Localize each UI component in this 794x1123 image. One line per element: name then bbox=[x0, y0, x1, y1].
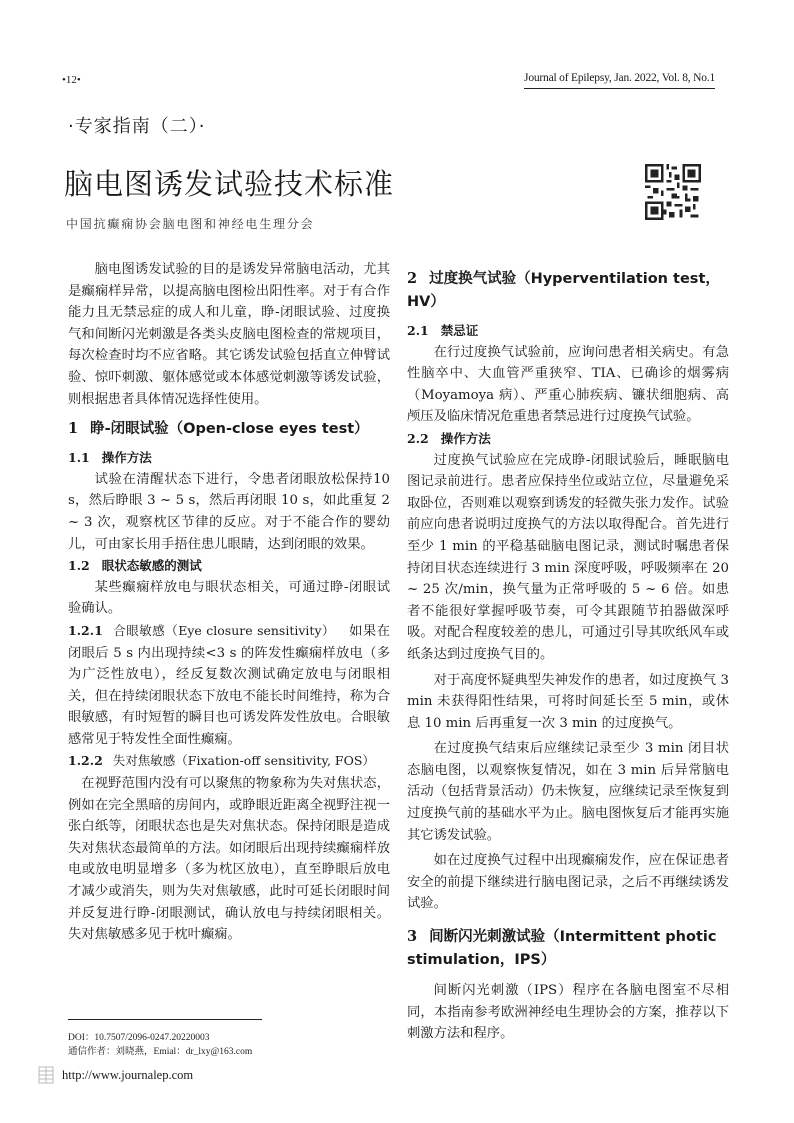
subsection-number: 1.2.1 bbox=[68, 622, 103, 638]
section-1-heading bbox=[68, 417, 390, 441]
paragraph: 在过度换气结束后应继续记录至少 3 min 闭目状态脑电图，以观察恢复情况，如在 3 min 后异常脑电活动（包括背景活动）仍未恢复，应继续记录至恢复到过度换气前的基础水平为止。脑电图恢复后才能再实施其它诱发试验。 bbox=[407, 741, 729, 843]
section-title: 睁-闭眼试验（Open-close eyes test） bbox=[90, 421, 369, 438]
journal-header: Journal of Epilepsy, Jan. 2022, Vol. 8, No.1 bbox=[524, 72, 715, 89]
paragraph: 如果在闭眼后 5 s 内出现持续<3 s 的阵发性癫痫样放电（多为广泛性放电），经反复数次测试确定放电与闭眼相关，但在持续闭眼状态下放电不能长时间维持，称为合眼敏感，有时短暂的瞬目也可诱发阵发性放电。合眼敏感常见于特发性全面性癫痫。 bbox=[68, 623, 391, 747]
subsection-title: 操作方法 bbox=[101, 450, 152, 466]
corresponding-author: 通信作者：刘晓燕，Emial：dr_lxy@163.com bbox=[68, 1047, 253, 1057]
journal-url-link[interactable]: http://www.journalep.com bbox=[62, 1068, 194, 1082]
paragraph: 在视野范围内没有可以聚焦的物象称为失对焦状态，例如在完全黑暗的房间内，或睁眼近距离全视野注视一张白纸等，闭眼状态也是失对焦状态。保持闭眼是造成失对焦状态最简单的方法。如闭眼后出现持续癫痫样放电或放电明显增多（多为枕区放电），直至睁眼后放电才减少或消失，则为失对焦敏感，此时可延长闭眼时间并反复进行睁-闭眼测试，确认放电与持续闭眼相关。失对焦敏感多见于枕叶癫痫。 bbox=[68, 776, 390, 943]
paragraph: 试验在清醒状态下进行，令患者闭眼放松保持10 s，然后睁眼 3 ~ 5 s，然后再闭眼 10 s，如此重复 2 ~ 3 次，观察枕区节律的反应。对于不能合作的婴幼儿，可由家长用手捂住患儿眼睛，达到闭眼的效果。 bbox=[68, 471, 390, 552]
paragraph: 对于高度怀疑典型失神发作的患者，如过度换气 3 min 未获得阳性结果，可将时间延长至 5 min，或休息 10 min 后再重复一次 3 min 的过度换气。 bbox=[407, 672, 729, 731]
journal-logo-icon bbox=[38, 1066, 54, 1084]
section-number: 1 bbox=[68, 420, 79, 438]
subsection-2-1-heading bbox=[407, 320, 729, 342]
section-title: 过度换气试验（Hyperventilation test，HV） bbox=[407, 271, 720, 310]
subsection-number: 1.2.2 bbox=[68, 753, 103, 769]
section-title: 间断闪光刺激试验（Intermittent photic stimulation，IPS） bbox=[407, 929, 717, 969]
subsection-number: 1.1 bbox=[68, 450, 90, 466]
paragraph: 如在过度换气过程中出现癫痫发作，应在保证患者安全的前提下继续进行脑电图记录，之后不再继续诱发试验。 bbox=[407, 853, 729, 912]
paragraph: 某些癫痫样放电与眼状态相关，可通过睁-闭眼试验确认。 bbox=[68, 579, 390, 617]
doi: DOI：10.7507/2096-0247.20220003 bbox=[68, 1033, 210, 1043]
section-number: 2 bbox=[407, 270, 418, 287]
subsection-number: 2.1 bbox=[407, 323, 429, 338]
footnote-divider bbox=[68, 1019, 262, 1020]
paragraph: 在行过度换气试验前，应询问患者相关病史。有急性脑卒中、大血管严重狭窄、TIA、已确诊的烟雾病（Moyamoya 病）、严重心肺疾病、镰状细胞病、高颅压及临床情况危重患者禁忌进行过度换气试验。 bbox=[407, 344, 729, 425]
authors: 中国抗癫痫协会脑电图和神经电生理分会 bbox=[66, 217, 315, 231]
qr-code-icon[interactable] bbox=[645, 163, 701, 221]
subsection-1-2-1 bbox=[68, 620, 390, 751]
subsection-number: 2.2 bbox=[407, 430, 429, 446]
section-number: 3 bbox=[407, 928, 418, 946]
article-title: 脑电图诱发试验技术标准 bbox=[64, 167, 395, 201]
subsection-title: 合眼敏感（Eye closure sensitivity） bbox=[112, 622, 335, 638]
subsection-title: 禁忌证 bbox=[440, 323, 479, 338]
section-2-heading bbox=[407, 267, 729, 314]
intro-paragraph: 脑电图诱发试验的目的是诱发异常脑电活动，尤其是癫痫样异常，以提高脑电图检出阳性率。对于有合作能力且无禁忌症的成人和儿童，睁-闭眼试验、过度换气和间断闪光刺激是各类头皮脑电图检查的常规项目，每次检查时均不应省略。其它诱发试验包括直立伸臂试验、惊吓刺激、躯体感觉或本体感觉刺激等诱发试验，则根据患者具体情况选择性使用。 bbox=[68, 262, 390, 407]
subsection-title: 眼状态敏感的测试 bbox=[101, 558, 202, 574]
right-column bbox=[407, 263, 729, 1045]
paragraph: 过度换气试验应在完成睁-闭眼试验后，睡眠脑电图记录前进行。患者应保持坐位或站立位，尽量避免采取卧位，否则难以观察到诱发的轻微失张力发作。试验前应向患者说明过度换气的方法以取得配合。首先进行至少 1 min 的平稳基础脑电图记录，测试时嘱患者保持闭目状态连续进行 3 min 深度呼吸，呼吸频率在 20 ~ 25 次/min，换气量为正常呼吸的 5 ~ 6 倍。如患者不能很好掌握呼吸节奏，可令其跟随节拍器做深呼吸。对配合程度较差的患儿，可通过引导其吹纸风车或纸条达到过度换气目的。 bbox=[407, 452, 729, 662]
subsection-1-2-heading bbox=[68, 555, 390, 577]
subsection-2-2-heading bbox=[407, 428, 729, 450]
column-tag: ·专家指南（二）· bbox=[68, 116, 206, 137]
page-number: •12• bbox=[62, 74, 81, 86]
subsection-1-2-2-heading bbox=[68, 750, 390, 773]
section-3-heading bbox=[407, 925, 729, 972]
subsection-title: 失对焦敏感（Fixation-off sensitivity, FOS） bbox=[112, 753, 375, 769]
subsection-1-1-heading bbox=[68, 447, 390, 469]
footnote bbox=[68, 1031, 252, 1059]
paragraph: 间断闪光刺激（IPS）程序在各脑电图室不尽相同，本指南参考欧洲神经电生理协会的方案，推荐以下刺激方法和程序。 bbox=[407, 983, 729, 1042]
subsection-number: 1.2 bbox=[68, 558, 90, 574]
subsection-title: 操作方法 bbox=[440, 430, 491, 446]
left-column bbox=[68, 259, 390, 946]
